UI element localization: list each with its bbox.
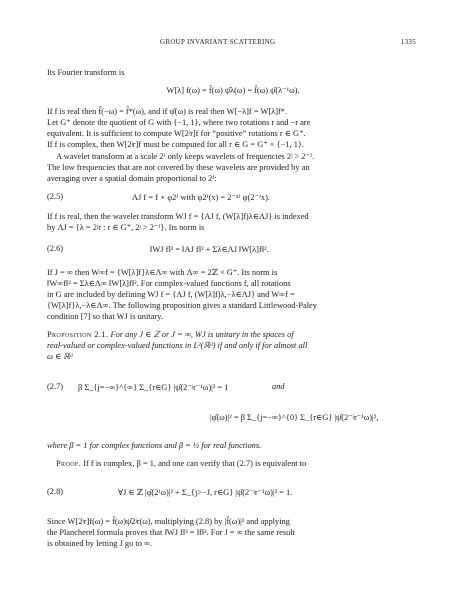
equation-2-5: AJ f = f ⋆ φ2ᴶ with φ2ᴶ(x) = 2⁻ᵈᴶ φ(2⁻ᴶx). <box>132 193 270 202</box>
equation-number: (2.6) <box>47 244 64 253</box>
text-line: If J = ∞ then W∞f = {W[λ]f}λ∈Λ∞ with Λ∞ = 2ℤ × G⁺. Its norm is <box>47 268 278 277</box>
text-line: by ΛJ = {λ = 2ʲr : r ∈ G⁺, 2ʲ > 2⁻ᴶ}. Its norm is <box>47 223 205 232</box>
text-line: Let G⁺ denote the quotient of G with {−1, 1}, where two rotations r and −r are <box>47 118 311 127</box>
text-line: Its Fourier transform is <box>47 68 125 77</box>
text-line: the Plancherel formula proves that ‖WJ f‖² = ‖f‖². For J = ∞ the same result <box>47 528 295 537</box>
text-line: If f is real then f̂(−ω) = f̂*(ω), and if ψ̂(ω) is real then W[−λ]f = W[λ]f*. <box>47 107 288 116</box>
running-title: GROUP INVARIANT SCATTERING <box>160 38 276 46</box>
equation-2-8: ∀J ∈ ℤ |φ̂(2ᴶω)|² + Σ_{j>−J, r∈G} |ψ̂(2⁻ʲr⁻¹ω)|² = 1. <box>118 488 293 497</box>
text-line: where β = 1 for complex functions and β = ½ for real functions. <box>47 441 262 450</box>
text-line: averaging over a spatial domain proportional to 2ᴶ: <box>47 174 217 183</box>
equation-number: (2.5) <box>47 192 64 201</box>
text-line: in G are included by defining WJ f = {AJ f, (W[λ]f)λ,−λ∈ΛJ} and W∞f = <box>47 290 295 299</box>
text-line: A wavelet transform at a scale 2ᴶ only keeps wavelets of frequencies 2ʲ > 2⁻ᴶ. <box>56 152 315 161</box>
proof-heading: Proof. <box>56 459 82 468</box>
equation-number: (2.8) <box>47 487 64 496</box>
text-line: condition [7] so that WJ is unitary. <box>47 312 163 321</box>
proposition-text: For any J ∈ ℤ or J = ∞, WJ is unitary in the spaces of <box>110 330 294 339</box>
proof-text: If f is complex, β = 1, and one can verify that (2.7) is equivalent to <box>83 459 307 468</box>
equation-and: and <box>272 382 285 391</box>
text-line: {W[λ]f}λ,−λ∈Λ∞. The following proposition gives a standard Littlewood-Paley <box>47 301 317 310</box>
text-line: If f is real, then the wavelet transform WJ f = {AJ f, (W[λ]f)λ∈ΛJ} is indexed <box>47 212 309 221</box>
equation-2-7b: |φ̂(ω)|² = β Σ_{j=−∞}^{0} Σ_{r∈G} |ψ̂(2⁻ʲr⁻¹ω)|², <box>210 413 379 422</box>
equation-fourier: W[λ] f(ω) = f̂(ω) ψ̂λ(ω) = f̂(ω) ψ̂(λ⁻¹ω). <box>166 86 300 95</box>
proposition-heading: Proposition 2.1. <box>47 330 109 339</box>
equation-2-6: ‖WJ f‖² = ‖AJ f‖² + Σλ∈ΛJ ‖W[λ]f‖². <box>150 245 269 254</box>
page-number: 1335 <box>400 38 416 46</box>
text-line: is obtained by letting J go to ∞. <box>47 539 153 548</box>
proposition-text: ω ∈ ℝᵈ <box>47 352 73 361</box>
text-line: If f is complex, then W[2ʲr]f must be computed for all r ∈ G = G⁺ × {−1, 1}. <box>47 140 305 149</box>
equation-2-7a: β Σ_{j=−∞}^{∞} Σ_{r∈G} |ψ̂(2⁻ʲr⁻¹ω)|² = 1 <box>78 383 229 392</box>
proposition-line <box>47 341 419 351</box>
text-line: Since W[2ʲr]f(ω) = f̂(ω)ψ̂2ʲr(ω), multiplying (2.8) by |f̂(ω)|² and applying <box>47 517 290 526</box>
proof-line <box>56 459 419 469</box>
proposition-line <box>47 352 419 362</box>
proposition-line <box>47 330 419 340</box>
text-line: equivalent. It is sufficient to compute W[2ʲr]f for “positive” rotations r ∈ G⁺. <box>47 129 306 138</box>
proposition-text: real-valued or complex-valued functions in L²(ℝᵈ) if and only if for almost all <box>47 341 308 350</box>
text-line: ‖W∞f‖² = Σλ∈Λ∞ ‖W[λ]f‖². For complex-valued functions f, all rotations <box>47 279 291 288</box>
equation-number: (2.7) <box>47 382 64 391</box>
text-line: The low frequencies that are not covered by these wavelets are provided by an <box>47 163 310 172</box>
